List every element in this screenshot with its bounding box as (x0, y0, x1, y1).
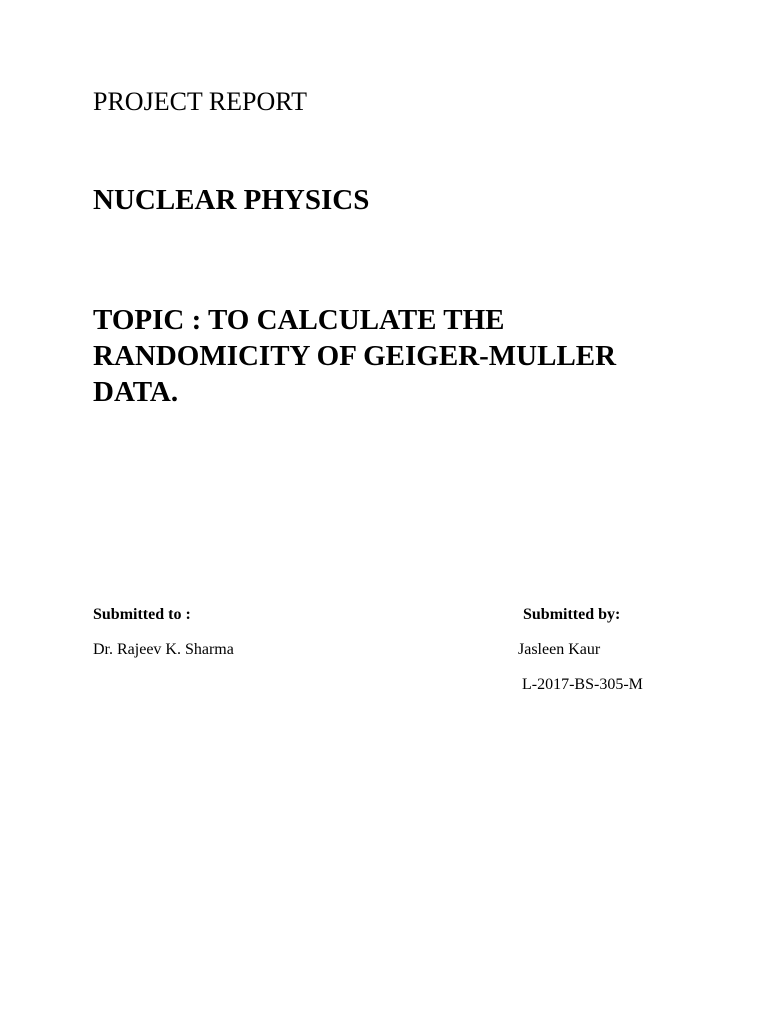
topic-line: RANDOMICITY OF GEIGER-MULLER (93, 340, 617, 372)
student-roll-number: L-2017-BS-305-M (522, 676, 643, 693)
topic-line: TOPIC : TO CALCULATE THE (93, 304, 505, 336)
topic-heading (93, 302, 616, 410)
report-label: PROJECT REPORT (93, 87, 307, 116)
student-name: Jasleen Kaur (518, 641, 601, 658)
topic-line: DATA. (93, 376, 179, 408)
supervisor-name: Dr. Rajeev K. Sharma (93, 641, 234, 658)
submitted-to-heading: Submitted to : (93, 606, 191, 623)
subject-title: NUCLEAR PHYSICS (93, 184, 370, 216)
submitted-by-heading: Submitted by: (523, 606, 621, 623)
